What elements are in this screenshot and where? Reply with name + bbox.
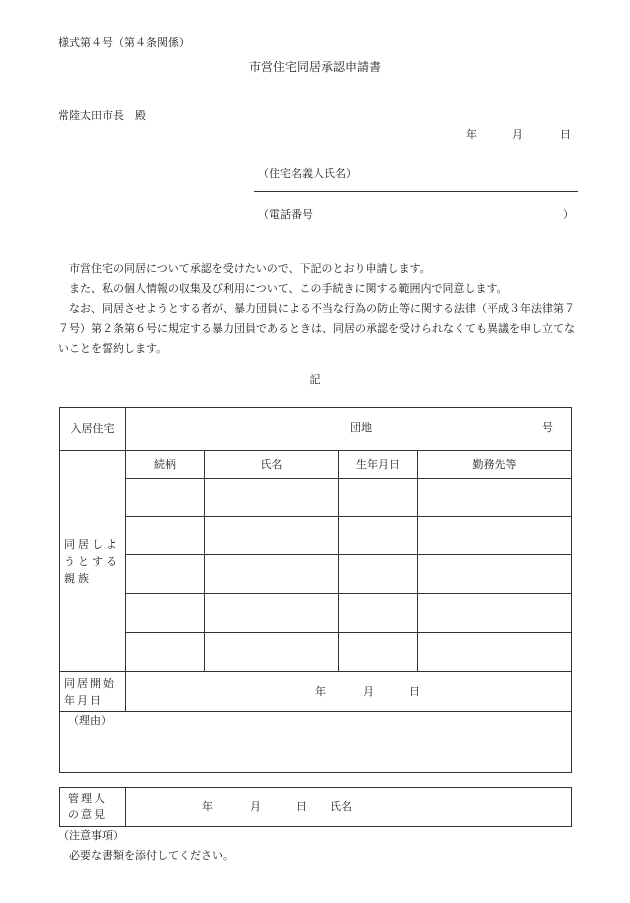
page-title: 市営住宅同居承認申請書 — [248, 60, 381, 74]
date-year: 年 — [466, 128, 477, 141]
workplace-cell[interactable] — [418, 517, 572, 555]
manager-year: 年 — [202, 800, 213, 813]
gou-label: 号 — [542, 421, 553, 434]
danchi-label: 団地 — [350, 421, 372, 434]
birthdate-cell[interactable] — [339, 479, 418, 517]
application-table — [59, 407, 572, 773]
notes-text: 必要な書類を添付してください。 — [69, 849, 234, 862]
residence-field[interactable] — [126, 408, 572, 451]
table-row — [60, 517, 572, 555]
date-day: 日 — [560, 128, 571, 141]
date-month: 月 — [512, 128, 523, 141]
reason-field[interactable] — [60, 712, 572, 773]
form-id: 様式第４号（第４条関係） — [58, 36, 190, 49]
manager-opinion-field[interactable] — [126, 788, 572, 827]
table-row — [60, 594, 572, 633]
manager-table — [59, 787, 572, 827]
workplace-cell[interactable] — [418, 555, 572, 594]
body-paragraph: なお、同居させようとする者が、暴力団員による不当な行為の防止等に関する法律（平成３年法律第７７号）第２条第６号に規定する暴力団員であるときは、同居の承認を受けられなくても異議を申し立てないことを誓約します。 — [58, 302, 575, 355]
birthdate-cell[interactable] — [339, 633, 418, 672]
manager-label: 管理人の意見 — [60, 788, 126, 827]
body-paragraph: 市営住宅の同居について承認を受けたいので、下記のとおり申請します。 — [69, 262, 431, 275]
table-row — [60, 633, 572, 672]
relation-cell[interactable] — [126, 594, 205, 633]
notes-heading: （注意事項） — [58, 829, 124, 842]
column-header: 氏名 — [205, 451, 339, 479]
workplace-cell[interactable] — [418, 594, 572, 633]
birthdate-cell[interactable] — [339, 594, 418, 633]
applicant-phone-close: ） — [563, 208, 574, 221]
body-paragraph: また、私の個人情報の収集及び利用について、この手続きに関する範囲内で同意します。 — [69, 282, 508, 295]
reason-label: （理由） — [68, 714, 112, 727]
residence-label: 入居住宅 — [60, 408, 126, 451]
name-cell[interactable] — [205, 633, 339, 672]
manager-month: 月 — [250, 800, 261, 813]
column-header: 続柄 — [126, 451, 205, 479]
name-cell[interactable] — [205, 517, 339, 555]
start-date-row — [60, 672, 572, 712]
manager-day: 日 — [296, 800, 307, 813]
start-date-field[interactable] — [126, 672, 572, 712]
name-cell[interactable] — [205, 555, 339, 594]
relation-cell[interactable] — [126, 517, 205, 555]
name-cell[interactable] — [205, 479, 339, 517]
start-date-label: 同居開始年月日 — [60, 672, 126, 712]
applicant-name-label: （住宅名義人氏名） — [258, 167, 357, 180]
residence-row — [60, 408, 572, 451]
column-header: 勤務先等 — [418, 451, 572, 479]
manager-name-label: 氏名 — [330, 800, 352, 813]
reason-row — [60, 712, 572, 773]
relatives-label: 同居しようとする親族 — [60, 451, 126, 672]
body-paragraphs — [58, 259, 578, 359]
start-day: 日 — [409, 685, 420, 698]
birthdate-cell[interactable] — [339, 517, 418, 555]
table-row — [60, 555, 572, 594]
column-header: 生年月日 — [339, 451, 418, 479]
relation-cell[interactable] — [126, 633, 205, 672]
table-row — [60, 479, 572, 517]
birthdate-cell[interactable] — [339, 555, 418, 594]
workplace-cell[interactable] — [418, 479, 572, 517]
applicant-phone-label: （電話番号 — [258, 208, 313, 221]
relatives-header-row — [60, 451, 572, 479]
ki-label: 記 — [309, 373, 321, 386]
applicant-name-line — [254, 191, 578, 192]
relation-cell[interactable] — [126, 555, 205, 594]
start-year: 年 — [315, 685, 326, 698]
addressee: 常陸太田市長 殿 — [58, 109, 146, 122]
relation-cell[interactable] — [126, 479, 205, 517]
start-month: 月 — [363, 685, 374, 698]
workplace-cell[interactable] — [418, 633, 572, 672]
name-cell[interactable] — [205, 594, 339, 633]
